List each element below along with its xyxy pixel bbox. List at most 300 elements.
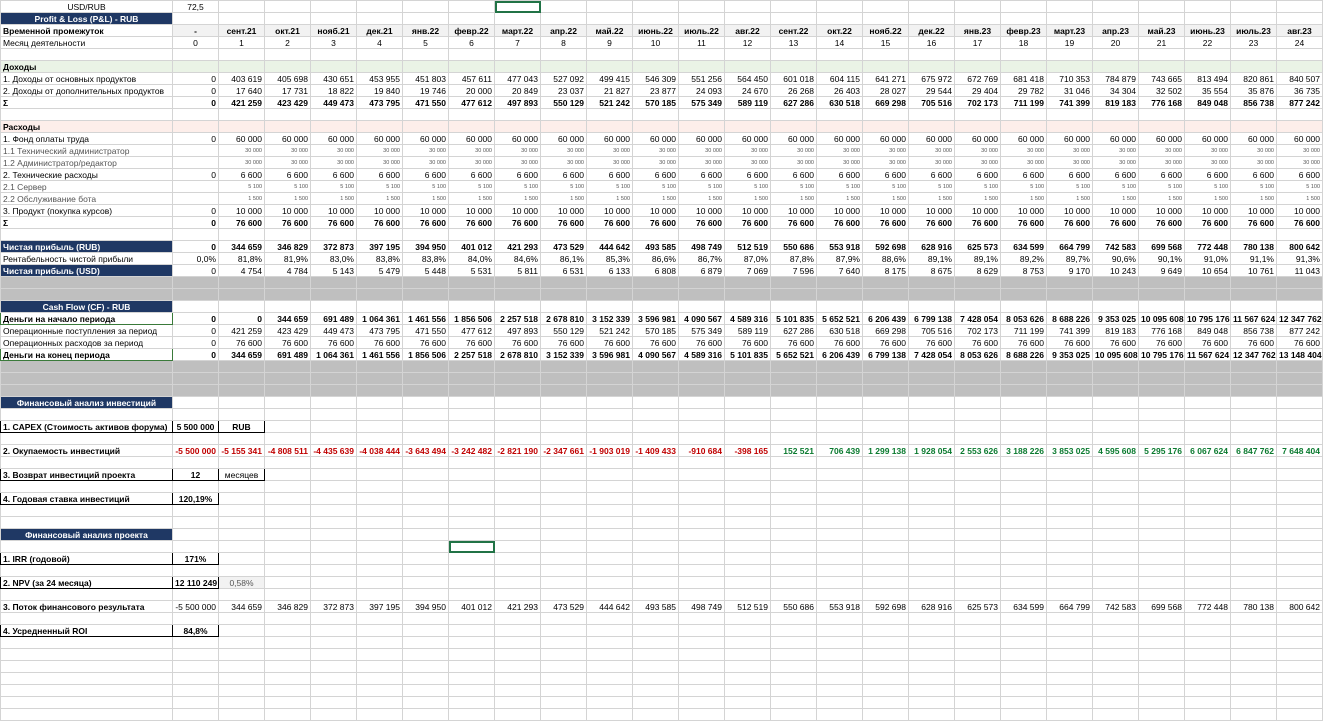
empty-cell[interactable] bbox=[955, 1, 1001, 13]
empty-cell[interactable] bbox=[679, 685, 725, 697]
empty-cell[interactable] bbox=[817, 529, 863, 541]
empty-cell[interactable] bbox=[495, 421, 541, 433]
empty-cell[interactable] bbox=[1093, 373, 1139, 385]
empty-cell[interactable] bbox=[909, 361, 955, 373]
empty-cell[interactable] bbox=[771, 625, 817, 637]
empty-cell[interactable] bbox=[725, 469, 771, 481]
empty-cell[interactable] bbox=[495, 589, 541, 601]
empty-cell[interactable] bbox=[1001, 61, 1047, 73]
empty-cell[interactable] bbox=[219, 373, 265, 385]
value-cell[interactable]: апр.23 bbox=[1093, 25, 1139, 37]
empty-cell[interactable] bbox=[1001, 565, 1047, 577]
empty-cell[interactable] bbox=[1001, 613, 1047, 625]
empty-cell[interactable] bbox=[449, 685, 495, 697]
value-cell[interactable]: 840 507 bbox=[1277, 73, 1323, 85]
value-cell[interactable]: 394 950 bbox=[403, 241, 449, 253]
empty-cell[interactable] bbox=[449, 1, 495, 13]
empty-cell[interactable] bbox=[863, 61, 909, 73]
empty-cell[interactable] bbox=[633, 637, 679, 649]
value-cell[interactable]: 76 600 bbox=[909, 217, 955, 229]
empty-cell[interactable] bbox=[541, 13, 587, 25]
value-cell[interactable]: 30 000 bbox=[679, 145, 725, 157]
empty-cell[interactable] bbox=[1185, 385, 1231, 397]
value-cell[interactable]: 13 bbox=[771, 37, 817, 49]
empty-cell[interactable] bbox=[771, 529, 817, 541]
value-cell[interactable]: 76 600 bbox=[1093, 217, 1139, 229]
empty-cell[interactable] bbox=[1277, 697, 1323, 709]
empty-cell[interactable] bbox=[1231, 529, 1277, 541]
empty-cell[interactable] bbox=[863, 505, 909, 517]
value-cell[interactable]: 7 428 054 bbox=[955, 313, 1001, 325]
value-cell[interactable]: 421 293 bbox=[495, 241, 541, 253]
empty-cell[interactable] bbox=[1231, 541, 1277, 553]
empty-cell[interactable] bbox=[541, 469, 587, 481]
empty-cell[interactable] bbox=[955, 469, 1001, 481]
value-cell[interactable]: 60 000 bbox=[495, 133, 541, 145]
value-cell[interactable]: 1 500 bbox=[587, 193, 633, 205]
empty-cell[interactable] bbox=[403, 301, 449, 313]
value-cell[interactable]: 10 000 bbox=[1047, 205, 1093, 217]
empty-cell[interactable] bbox=[173, 565, 219, 577]
empty-cell[interactable] bbox=[495, 1, 541, 13]
empty-cell[interactable] bbox=[1139, 649, 1185, 661]
empty-cell[interactable] bbox=[1231, 613, 1277, 625]
empty-cell[interactable] bbox=[1093, 637, 1139, 649]
empty-cell[interactable] bbox=[771, 289, 817, 301]
value-cell[interactable]: 18 822 bbox=[311, 85, 357, 97]
value-cell[interactable]: 423 429 bbox=[265, 325, 311, 337]
empty-cell[interactable] bbox=[1093, 577, 1139, 589]
empty-cell[interactable] bbox=[1231, 565, 1277, 577]
empty-cell[interactable] bbox=[541, 637, 587, 649]
empty-cell[interactable] bbox=[1139, 541, 1185, 553]
value-cell[interactable]: 5 100 bbox=[679, 181, 725, 193]
empty-cell[interactable] bbox=[1047, 613, 1093, 625]
empty-cell[interactable] bbox=[909, 577, 955, 589]
value-cell[interactable]: 60 000 bbox=[1231, 133, 1277, 145]
empty-cell[interactable] bbox=[1231, 685, 1277, 697]
value-cell[interactable]: сент.21 bbox=[219, 25, 265, 37]
empty-cell[interactable] bbox=[1047, 577, 1093, 589]
value-cell[interactable] bbox=[173, 181, 219, 193]
empty-cell[interactable] bbox=[1139, 361, 1185, 373]
empty-cell[interactable] bbox=[1139, 469, 1185, 481]
empty-cell[interactable] bbox=[219, 277, 265, 289]
empty-cell[interactable] bbox=[541, 541, 587, 553]
empty-cell[interactable] bbox=[1047, 109, 1093, 121]
value-cell[interactable]: 28 027 bbox=[863, 85, 909, 97]
empty-cell[interactable] bbox=[817, 553, 863, 565]
value-cell[interactable]: 10 000 bbox=[863, 205, 909, 217]
empty-cell[interactable] bbox=[1139, 685, 1185, 697]
value-cell[interactable]: июль.23 bbox=[1231, 25, 1277, 37]
value-cell[interactable]: 5 100 bbox=[1093, 181, 1139, 193]
empty-cell[interactable] bbox=[771, 421, 817, 433]
value-cell[interactable]: 8 675 bbox=[909, 265, 955, 277]
empty-cell[interactable] bbox=[771, 481, 817, 493]
value-cell[interactable] bbox=[173, 193, 219, 205]
empty-cell[interactable] bbox=[1185, 577, 1231, 589]
value-cell[interactable]: 60 000 bbox=[1001, 133, 1047, 145]
empty-cell[interactable] bbox=[311, 61, 357, 73]
value-cell[interactable]: 91,0% bbox=[1185, 253, 1231, 265]
value-cell[interactable]: 10 000 bbox=[1185, 205, 1231, 217]
empty-cell[interactable] bbox=[1231, 625, 1277, 637]
empty-cell[interactable] bbox=[725, 529, 771, 541]
value-cell[interactable]: 1 500 bbox=[357, 193, 403, 205]
empty-cell[interactable] bbox=[863, 109, 909, 121]
value-cell[interactable]: -4 808 511 bbox=[265, 445, 311, 457]
empty-cell[interactable] bbox=[863, 553, 909, 565]
empty-cell[interactable] bbox=[955, 229, 1001, 241]
value-cell[interactable]: 30 000 bbox=[1139, 157, 1185, 169]
value-cell[interactable]: 19 746 bbox=[403, 85, 449, 97]
value-cell[interactable]: 444 642 bbox=[587, 601, 633, 613]
empty-cell[interactable] bbox=[1139, 529, 1185, 541]
empty-cell[interactable] bbox=[909, 277, 955, 289]
empty-cell[interactable] bbox=[541, 577, 587, 589]
value-cell[interactable]: 91,3% bbox=[1277, 253, 1323, 265]
empty-cell[interactable] bbox=[541, 433, 587, 445]
empty-cell[interactable] bbox=[587, 625, 633, 637]
empty-cell[interactable] bbox=[403, 469, 449, 481]
empty-cell[interactable] bbox=[495, 613, 541, 625]
empty-cell[interactable] bbox=[219, 457, 265, 469]
value-cell[interactable]: май.22 bbox=[587, 25, 633, 37]
empty-cell[interactable] bbox=[1185, 529, 1231, 541]
value-cell[interactable]: 30 000 bbox=[403, 145, 449, 157]
empty-cell[interactable] bbox=[1047, 541, 1093, 553]
value-cell[interactable]: 1 299 138 bbox=[863, 445, 909, 457]
empty-cell[interactable] bbox=[863, 457, 909, 469]
empty-cell[interactable] bbox=[633, 661, 679, 673]
empty-cell[interactable] bbox=[357, 373, 403, 385]
empty-cell[interactable] bbox=[219, 433, 265, 445]
empty-cell[interactable] bbox=[1001, 649, 1047, 661]
empty-cell[interactable] bbox=[587, 457, 633, 469]
value-cell[interactable]: 76 600 bbox=[449, 337, 495, 349]
empty-cell[interactable] bbox=[863, 229, 909, 241]
empty-cell[interactable] bbox=[173, 13, 219, 25]
value-cell[interactable]: 30 000 bbox=[265, 157, 311, 169]
empty-cell[interactable] bbox=[633, 505, 679, 517]
value-cell[interactable]: 372 873 bbox=[311, 241, 357, 253]
value-cell[interactable]: 30 000 bbox=[495, 157, 541, 169]
empty-cell[interactable] bbox=[955, 385, 1001, 397]
empty-cell[interactable] bbox=[1277, 13, 1323, 25]
value-cell[interactable]: 1 500 bbox=[403, 193, 449, 205]
empty-cell[interactable] bbox=[771, 637, 817, 649]
empty-cell[interactable] bbox=[449, 505, 495, 517]
empty-cell[interactable] bbox=[587, 397, 633, 409]
empty-cell[interactable] bbox=[449, 565, 495, 577]
empty-cell[interactable] bbox=[173, 277, 219, 289]
empty-cell[interactable] bbox=[449, 709, 495, 721]
empty-cell[interactable] bbox=[817, 565, 863, 577]
empty-cell[interactable] bbox=[679, 505, 725, 517]
value-cell[interactable]: 76 600 bbox=[1001, 217, 1047, 229]
empty-cell[interactable] bbox=[173, 433, 219, 445]
value-cell[interactable]: 1 928 054 bbox=[909, 445, 955, 457]
value-cell[interactable]: 550 686 bbox=[771, 601, 817, 613]
value-cell[interactable]: 1 500 bbox=[541, 193, 587, 205]
value-cell[interactable]: 152 521 bbox=[771, 445, 817, 457]
empty-cell[interactable] bbox=[1001, 433, 1047, 445]
value-cell[interactable]: 6 600 bbox=[357, 169, 403, 181]
empty-cell[interactable] bbox=[541, 613, 587, 625]
empty-cell[interactable] bbox=[311, 109, 357, 121]
empty-cell[interactable] bbox=[495, 361, 541, 373]
value-cell[interactable]: 344 659 bbox=[219, 349, 265, 361]
empty-cell[interactable] bbox=[909, 589, 955, 601]
value-cell[interactable]: 1 500 bbox=[219, 193, 265, 205]
empty-cell[interactable] bbox=[495, 289, 541, 301]
empty-cell[interactable] bbox=[311, 121, 357, 133]
value-cell[interactable]: 60 000 bbox=[541, 133, 587, 145]
value-cell[interactable]: 76 600 bbox=[817, 217, 863, 229]
empty-cell[interactable] bbox=[495, 553, 541, 565]
value-cell[interactable]: 60 000 bbox=[1093, 133, 1139, 145]
value-cell[interactable]: 699 568 bbox=[1139, 601, 1185, 613]
value-cell[interactable]: 401 012 bbox=[449, 241, 495, 253]
empty-cell[interactable] bbox=[219, 589, 265, 601]
value-cell[interactable]: 4 595 608 bbox=[1093, 445, 1139, 457]
empty-cell[interactable] bbox=[1139, 577, 1185, 589]
value-cell[interactable]: 0 bbox=[173, 169, 219, 181]
value-cell[interactable]: 36 735 bbox=[1277, 85, 1323, 97]
value-cell[interactable]: 6 133 bbox=[587, 265, 633, 277]
empty-cell[interactable] bbox=[173, 697, 219, 709]
empty-cell[interactable] bbox=[1001, 469, 1047, 481]
empty-cell[interactable] bbox=[1277, 457, 1323, 469]
empty-cell[interactable] bbox=[817, 481, 863, 493]
empty-cell[interactable] bbox=[587, 1, 633, 13]
value-cell[interactable]: 13 148 404 bbox=[1277, 349, 1323, 361]
empty-cell[interactable] bbox=[587, 481, 633, 493]
empty-cell[interactable] bbox=[587, 613, 633, 625]
empty-cell[interactable] bbox=[1277, 541, 1323, 553]
empty-cell[interactable] bbox=[449, 649, 495, 661]
value-cell[interactable]: 3 152 339 bbox=[587, 313, 633, 325]
value-cell[interactable]: 10 095 608 bbox=[1093, 349, 1139, 361]
value-cell[interactable]: 6 600 bbox=[1139, 169, 1185, 181]
empty-cell[interactable] bbox=[449, 421, 495, 433]
empty-cell[interactable] bbox=[1001, 589, 1047, 601]
empty-cell[interactable] bbox=[219, 529, 265, 541]
value-cell[interactable]: 575 349 bbox=[679, 325, 725, 337]
empty-cell[interactable] bbox=[1047, 457, 1093, 469]
value-cell[interactable]: 628 916 bbox=[909, 601, 955, 613]
value-cell[interactable]: 21 827 bbox=[587, 85, 633, 97]
empty-cell[interactable] bbox=[1047, 13, 1093, 25]
value-cell[interactable]: 18 bbox=[1001, 37, 1047, 49]
empty-cell[interactable] bbox=[219, 289, 265, 301]
empty-cell[interactable] bbox=[909, 517, 955, 529]
value-cell[interactable]: 3 596 981 bbox=[587, 349, 633, 361]
empty-cell[interactable] bbox=[955, 577, 1001, 589]
empty-cell[interactable] bbox=[1231, 229, 1277, 241]
empty-cell[interactable] bbox=[771, 277, 817, 289]
empty-cell[interactable] bbox=[1277, 505, 1323, 517]
empty-cell[interactable] bbox=[173, 409, 219, 421]
empty-cell[interactable] bbox=[817, 625, 863, 637]
empty-cell[interactable] bbox=[495, 493, 541, 505]
empty-cell[interactable] bbox=[357, 109, 403, 121]
empty-cell[interactable] bbox=[541, 565, 587, 577]
empty-cell[interactable] bbox=[495, 49, 541, 61]
empty-cell[interactable] bbox=[1231, 409, 1277, 421]
value-cell[interactable]: 743 665 bbox=[1139, 73, 1185, 85]
empty-cell[interactable] bbox=[771, 361, 817, 373]
value-cell[interactable]: 477 612 bbox=[449, 325, 495, 337]
empty-cell[interactable] bbox=[311, 505, 357, 517]
empty-cell[interactable] bbox=[587, 385, 633, 397]
empty-cell[interactable] bbox=[1277, 637, 1323, 649]
value-cell[interactable]: 471 550 bbox=[403, 97, 449, 109]
empty-cell[interactable] bbox=[725, 661, 771, 673]
value-cell[interactable]: 6 600 bbox=[1093, 169, 1139, 181]
value-cell[interactable]: 6 600 bbox=[863, 169, 909, 181]
empty-cell[interactable] bbox=[817, 397, 863, 409]
value-cell[interactable]: 30 000 bbox=[541, 157, 587, 169]
value-cell[interactable]: 76 600 bbox=[219, 337, 265, 349]
value-cell[interactable]: 592 698 bbox=[863, 601, 909, 613]
value-cell[interactable]: -1 903 019 bbox=[587, 445, 633, 457]
empty-cell[interactable] bbox=[357, 409, 403, 421]
value-cell[interactable]: 2 257 518 bbox=[495, 313, 541, 325]
empty-cell[interactable] bbox=[219, 301, 265, 313]
npv-value[interactable]: 12 110 249 bbox=[173, 577, 219, 589]
value-cell[interactable]: 76 600 bbox=[771, 217, 817, 229]
value-cell[interactable]: 76 600 bbox=[679, 217, 725, 229]
empty-cell[interactable] bbox=[909, 541, 955, 553]
value-cell[interactable]: 6 600 bbox=[909, 169, 955, 181]
empty-cell[interactable] bbox=[633, 13, 679, 25]
empty-cell[interactable] bbox=[1001, 553, 1047, 565]
value-cell[interactable]: 30 000 bbox=[357, 157, 403, 169]
empty-cell[interactable] bbox=[1231, 481, 1277, 493]
value-cell[interactable]: 0 bbox=[219, 313, 265, 325]
value-cell[interactable]: 84,6% bbox=[495, 253, 541, 265]
empty-cell[interactable] bbox=[817, 541, 863, 553]
value-cell[interactable]: 1 500 bbox=[495, 193, 541, 205]
empty-cell[interactable] bbox=[311, 673, 357, 685]
empty-cell[interactable] bbox=[955, 421, 1001, 433]
empty-cell[interactable] bbox=[633, 109, 679, 121]
value-cell[interactable]: 60 000 bbox=[403, 133, 449, 145]
empty-cell[interactable] bbox=[863, 709, 909, 721]
value-cell[interactable]: 85,3% bbox=[587, 253, 633, 265]
value-cell[interactable]: 1 500 bbox=[633, 193, 679, 205]
value-cell[interactable]: 76 600 bbox=[541, 217, 587, 229]
empty-cell[interactable] bbox=[587, 541, 633, 553]
value-cell[interactable]: 76 600 bbox=[633, 337, 679, 349]
value-cell[interactable]: 669 298 bbox=[863, 325, 909, 337]
value-cell[interactable]: 76 600 bbox=[1277, 337, 1323, 349]
value-cell[interactable]: 473 529 bbox=[541, 241, 587, 253]
empty-cell[interactable] bbox=[863, 493, 909, 505]
empty-cell[interactable] bbox=[633, 373, 679, 385]
empty-cell[interactable] bbox=[219, 685, 265, 697]
empty-cell[interactable] bbox=[1001, 505, 1047, 517]
value-cell[interactable]: 10 795 176 bbox=[1139, 349, 1185, 361]
empty-cell[interactable] bbox=[633, 397, 679, 409]
empty-cell[interactable] bbox=[495, 109, 541, 121]
empty-cell[interactable] bbox=[771, 61, 817, 73]
value-cell[interactable]: 86,1% bbox=[541, 253, 587, 265]
empty-cell[interactable] bbox=[1231, 469, 1277, 481]
empty-cell[interactable] bbox=[449, 577, 495, 589]
empty-cell[interactable] bbox=[1139, 565, 1185, 577]
empty-cell[interactable] bbox=[403, 121, 449, 133]
empty-cell[interactable] bbox=[1139, 481, 1185, 493]
empty-cell[interactable] bbox=[587, 121, 633, 133]
empty-cell[interactable] bbox=[403, 373, 449, 385]
empty-cell[interactable] bbox=[817, 649, 863, 661]
value-cell[interactable]: 849 048 bbox=[1185, 325, 1231, 337]
value-cell[interactable]: 76 600 bbox=[311, 217, 357, 229]
value-cell[interactable]: 90,6% bbox=[1093, 253, 1139, 265]
value-cell[interactable]: 10 000 bbox=[955, 205, 1001, 217]
empty-cell[interactable] bbox=[771, 433, 817, 445]
value-cell[interactable]: май.23 bbox=[1139, 25, 1185, 37]
value-cell[interactable]: 449 473 bbox=[311, 97, 357, 109]
empty-cell[interactable] bbox=[1277, 565, 1323, 577]
empty-cell[interactable] bbox=[587, 493, 633, 505]
empty-cell[interactable] bbox=[1231, 373, 1277, 385]
value-cell[interactable]: 6 600 bbox=[817, 169, 863, 181]
value-cell[interactable]: 30 000 bbox=[265, 145, 311, 157]
empty-cell[interactable] bbox=[311, 229, 357, 241]
empty-cell[interactable] bbox=[633, 553, 679, 565]
empty-cell[interactable] bbox=[1231, 673, 1277, 685]
empty-cell[interactable] bbox=[587, 49, 633, 61]
empty-cell[interactable] bbox=[1139, 61, 1185, 73]
empty-cell[interactable] bbox=[633, 613, 679, 625]
value-cell[interactable]: 5 100 bbox=[1231, 181, 1277, 193]
empty-cell[interactable] bbox=[1001, 577, 1047, 589]
value-cell[interactable]: 20 849 bbox=[495, 85, 541, 97]
empty-cell[interactable] bbox=[1047, 433, 1093, 445]
empty-cell[interactable] bbox=[587, 13, 633, 25]
empty-cell[interactable] bbox=[679, 649, 725, 661]
empty-cell[interactable] bbox=[357, 589, 403, 601]
empty-cell[interactable] bbox=[495, 637, 541, 649]
empty-cell[interactable] bbox=[173, 121, 219, 133]
empty-cell[interactable] bbox=[633, 277, 679, 289]
empty-cell[interactable] bbox=[633, 121, 679, 133]
empty-cell[interactable] bbox=[449, 385, 495, 397]
empty-cell[interactable] bbox=[771, 301, 817, 313]
empty-cell[interactable] bbox=[265, 661, 311, 673]
empty-cell[interactable] bbox=[1139, 637, 1185, 649]
empty-cell[interactable] bbox=[403, 589, 449, 601]
empty-cell[interactable] bbox=[771, 397, 817, 409]
value-cell[interactable]: 30 000 bbox=[219, 157, 265, 169]
value-cell[interactable]: 10 000 bbox=[541, 205, 587, 217]
value-cell[interactable]: 6 206 439 bbox=[863, 313, 909, 325]
value-cell[interactable]: февр.23 bbox=[1001, 25, 1047, 37]
empty-cell[interactable] bbox=[265, 409, 311, 421]
empty-cell[interactable] bbox=[633, 625, 679, 637]
empty-cell[interactable] bbox=[863, 685, 909, 697]
empty-cell[interactable] bbox=[1001, 661, 1047, 673]
value-cell[interactable]: 344 659 bbox=[219, 241, 265, 253]
value-cell[interactable]: 493 585 bbox=[633, 241, 679, 253]
value-cell[interactable]: 19 bbox=[1047, 37, 1093, 49]
empty-cell[interactable] bbox=[1093, 685, 1139, 697]
empty-cell[interactable] bbox=[633, 529, 679, 541]
